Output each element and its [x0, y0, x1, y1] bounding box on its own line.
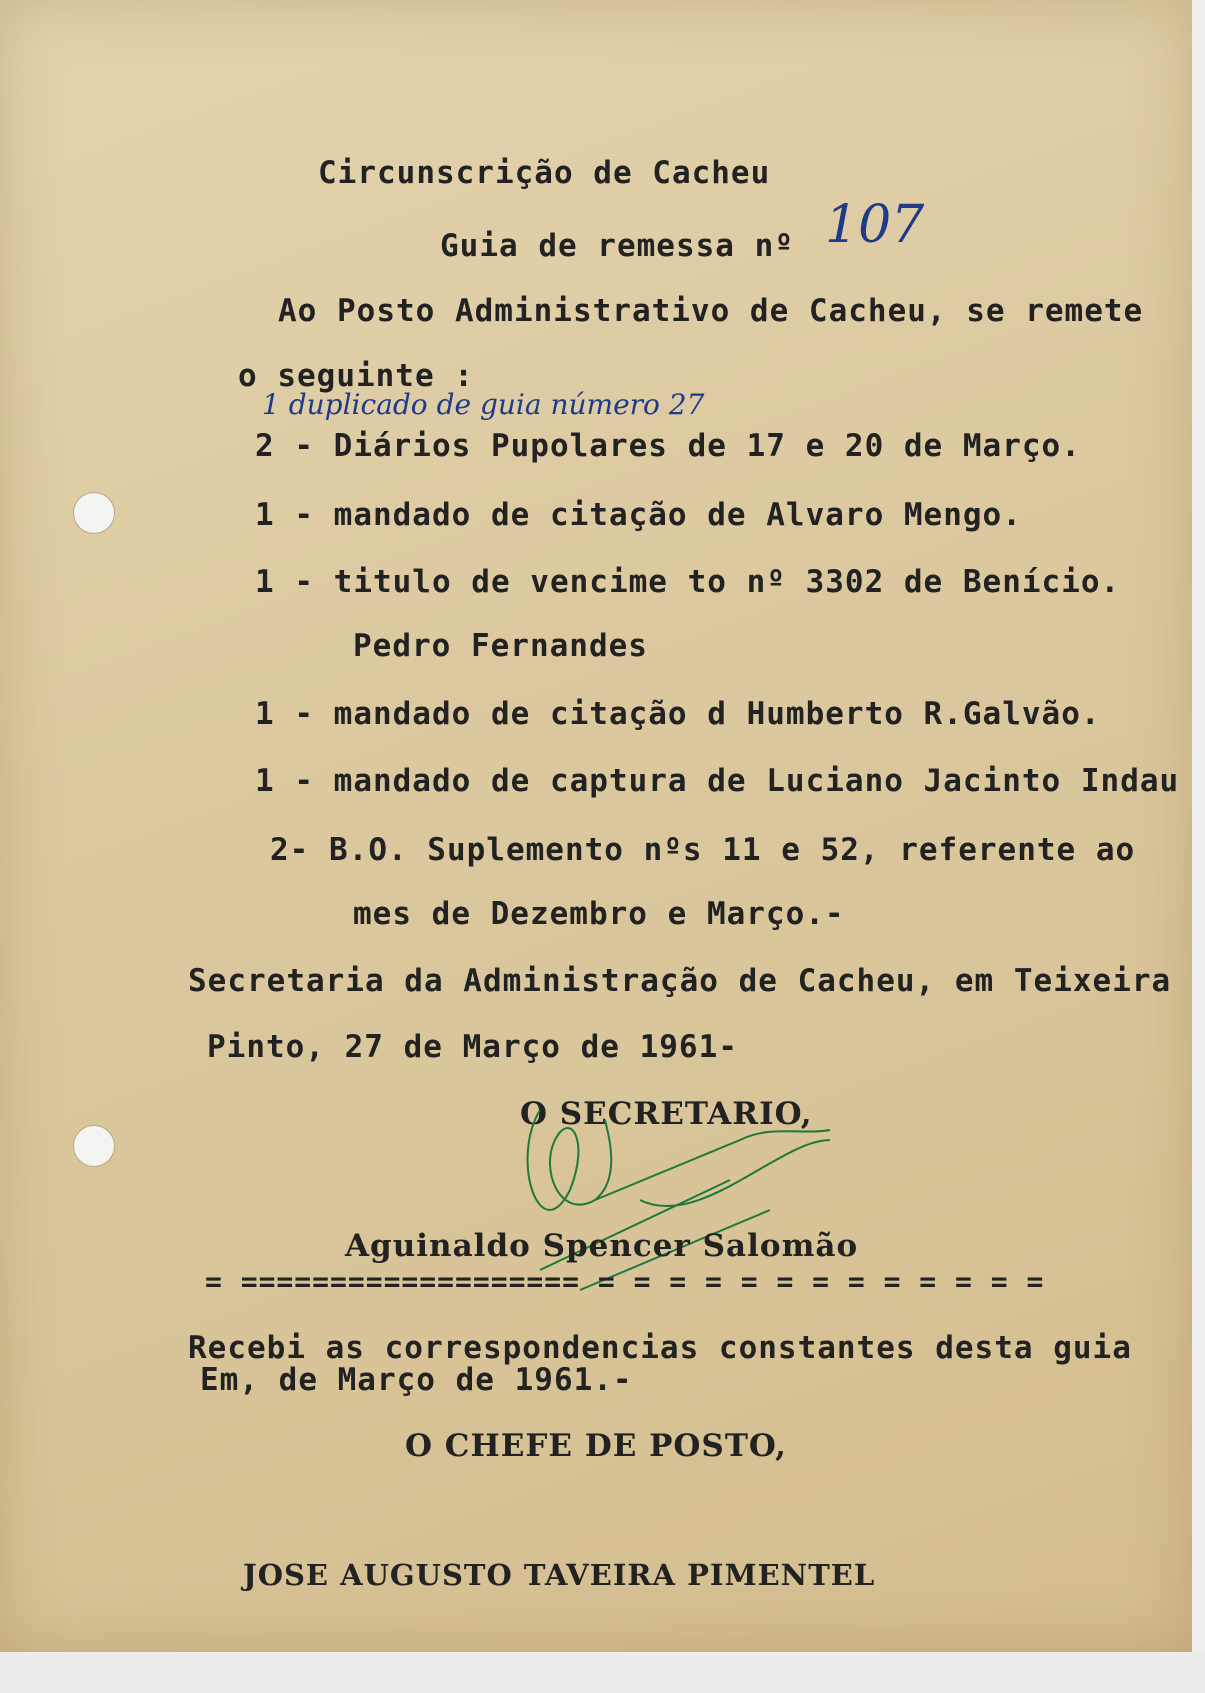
receipt-line-2: Em, de Março de 1961.- [200, 1362, 633, 1398]
item-3-cont: Pedro Fernandes [353, 628, 648, 664]
following-label: o seguinte : [238, 358, 474, 394]
place-line: Secretaria da Administração de Cacheu, em Teixeira [188, 963, 1172, 999]
punch-hole-top [73, 492, 115, 534]
addressee-line: Ao Posto Administrativo de Cacheu, se remete [278, 293, 1144, 329]
item-4: 1 - mandado de citação d Humberto R.Galvão. [255, 696, 1101, 732]
signer-name: Aguinaldo Spencer Salomão [345, 1228, 859, 1264]
item-5: 1 - mandado de captura de Luciano Jacinto Indau [255, 763, 1180, 799]
receipt-line-1: Recebi as correspondencias constantes desta guia [188, 1330, 1132, 1366]
district-title: Circunscrição de Cacheu [318, 155, 771, 191]
punch-hole-bottom [73, 1125, 115, 1167]
item-6: 2- B.O. Suplemento nºs 11 e 52, referente ao [270, 832, 1136, 868]
separator-line: = =================== = = = = = = = = = = = = = [205, 1265, 1045, 1298]
item-1: 2 - Diários Pupolares de 17 e 20 de Março. [255, 428, 1081, 464]
item-2: 1 - mandado de citação de Alvaro Mengo. [255, 497, 1022, 533]
handwritten-note: 1 duplicado de guia número 27 [262, 388, 705, 421]
item-3: 1 - titulo de vencime to nº 3302 de Benício. [255, 564, 1121, 600]
date-line: Pinto, 27 de Março de 1961- [207, 1029, 738, 1065]
item-6-cont: mes de Dezembro e Março.- [353, 896, 845, 932]
guide-number-handwritten: 107 [825, 195, 925, 255]
signer-title: O SECRETARIO, [520, 1096, 813, 1132]
scan-margin [0, 1652, 1205, 1693]
receiver-name: JOSE AUGUSTO TAVEIRA PIMENTEL [243, 1558, 876, 1592]
receiver-title: O CHEFE DE POSTO, [405, 1428, 787, 1464]
guide-label: Guia de remessa nº [440, 228, 794, 264]
